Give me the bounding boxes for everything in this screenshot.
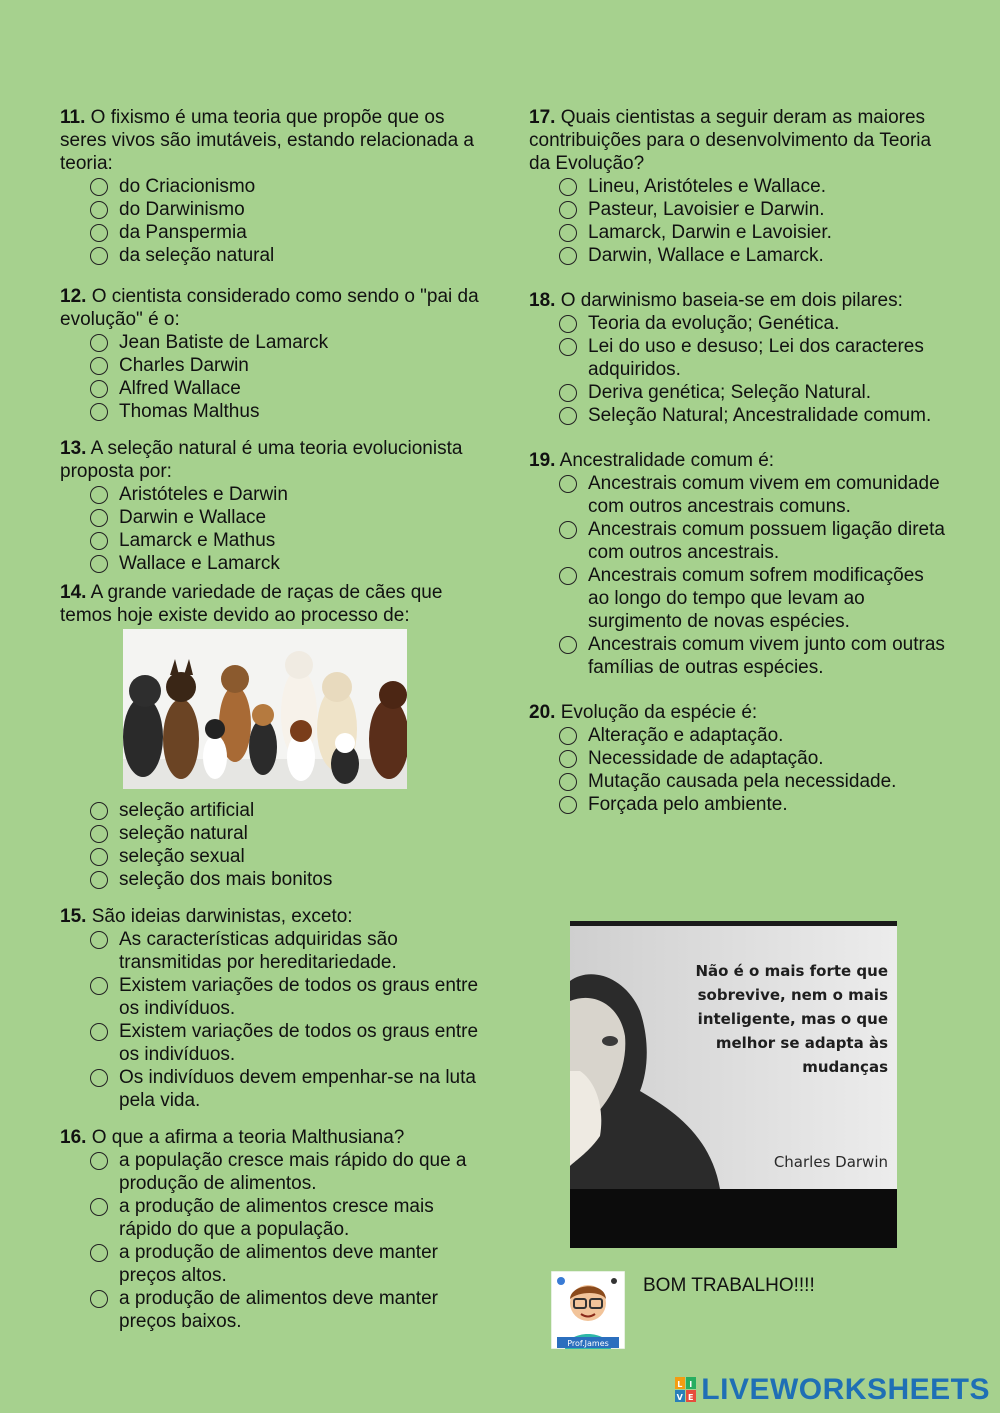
question-text: O cientista considerado como sendo o "pai da evolução" é o: [60, 286, 479, 330]
radio-button[interactable] [90, 178, 108, 196]
option[interactable]: Lamarck, Darwin e Lavoisier. [529, 221, 949, 244]
brand-text: LIVEWORKSHEETS [701, 1373, 990, 1406]
question-number: 19. [529, 450, 556, 471]
quote-line-1: Não é o mais forte que [695, 962, 888, 980]
question-number: 14. [60, 582, 87, 603]
option[interactable]: Deriva genética; Seleção Natural. [529, 381, 949, 404]
option[interactable]: seleção dos mais bonitos [60, 868, 490, 891]
radio-button[interactable] [90, 224, 108, 242]
option[interactable]: Teoria da evolução; Genética. [529, 312, 949, 335]
question-14 [60, 581, 490, 891]
question-number: 12. [60, 286, 87, 307]
quote-line-5: mudanças [802, 1058, 888, 1076]
question-15 [60, 905, 490, 1112]
option[interactable]: Aristóteles e Darwin [60, 483, 490, 506]
question-text: O que a afirma a teoria Malthusiana? [91, 1127, 405, 1148]
radio-button[interactable] [90, 380, 108, 398]
option[interactable]: Alfred Wallace [60, 377, 490, 400]
logo-letter: V [676, 1393, 684, 1402]
radio-button[interactable] [559, 727, 577, 745]
question-20 [529, 701, 949, 816]
option[interactable]: da Panspermia [60, 221, 490, 244]
question-text: A seleção natural é uma teoria evolucionista proposta por: [60, 438, 463, 482]
question-text: Evolução da espécie é: [560, 702, 758, 723]
option[interactable]: Darwin, Wallace e Lamarck. [529, 244, 949, 267]
option[interactable]: Jean Batiste de Lamarck [60, 331, 490, 354]
option[interactable]: Alteração e adaptação. [529, 724, 949, 747]
option[interactable]: Lamarck e Mathus [60, 529, 490, 552]
radio-button[interactable] [559, 773, 577, 791]
option[interactable]: Ancestrais comum vivem junto com outras famílias de outras espécies. [529, 633, 949, 679]
liveworksheets-brand[interactable] [675, 1373, 990, 1407]
question-number: 15. [60, 906, 87, 927]
radio-button[interactable] [559, 750, 577, 768]
radio-button[interactable] [90, 1290, 108, 1308]
radio-button[interactable] [90, 403, 108, 421]
radio-button[interactable] [559, 636, 577, 654]
question-number: 18. [529, 290, 556, 311]
option[interactable]: Pasteur, Lavoisier e Darwin. [529, 198, 949, 221]
quote-author: Charles Darwin [773, 1153, 888, 1171]
radio-button[interactable] [559, 178, 577, 196]
radio-button[interactable] [559, 338, 577, 356]
question-text: A grande variedade de raças de cães que temos hoje existe devido ao processo de: [60, 582, 443, 626]
option[interactable]: a população cresce mais rápido do que a produção de alimentos. [60, 1149, 490, 1195]
radio-button[interactable] [90, 802, 108, 820]
option[interactable]: a produção de alimentos deve manter preços baixos. [60, 1287, 490, 1333]
radio-button[interactable] [90, 532, 108, 550]
radio-button[interactable] [559, 407, 577, 425]
option[interactable]: Lineu, Aristóteles e Wallace. [529, 175, 949, 198]
radio-button[interactable] [90, 1023, 108, 1041]
radio-button[interactable] [559, 315, 577, 333]
radio-button[interactable] [90, 1152, 108, 1170]
radio-button[interactable] [90, 357, 108, 375]
option[interactable]: Forçada pelo ambiente. [529, 793, 949, 816]
teacher-avatar [551, 1271, 625, 1349]
left-column [60, 106, 490, 1347]
question-12 [60, 285, 490, 423]
radio-button[interactable] [559, 567, 577, 585]
radio-button[interactable] [90, 555, 108, 573]
option[interactable]: Seleção Natural; Ancestralidade comum. [529, 404, 949, 427]
question-18 [529, 289, 949, 427]
question-13 [60, 437, 490, 575]
option[interactable]: Ancestrais comum possuem ligação direta com outros ancestrais. [529, 518, 949, 564]
question-16 [60, 1126, 490, 1333]
radio-button[interactable] [90, 247, 108, 265]
radio-button[interactable] [90, 201, 108, 219]
option[interactable]: Darwin e Wallace [60, 506, 490, 529]
question-19 [529, 449, 949, 679]
option[interactable]: seleção sexual [60, 845, 490, 868]
radio-button[interactable] [559, 201, 577, 219]
option[interactable]: Existem variações de todos os graus entre os indivíduos. [60, 974, 490, 1020]
option[interactable]: Wallace e Lamarck [60, 552, 490, 575]
dogs-photo [123, 629, 407, 789]
radio-button[interactable] [90, 871, 108, 889]
option[interactable]: Necessidade de adaptação. [529, 747, 949, 770]
question-number: 11. [60, 107, 86, 128]
option[interactable]: As características adquiridas são transmitidas por hereditariedade. [60, 928, 490, 974]
question-text: Ancestralidade comum é: [559, 450, 775, 471]
option[interactable]: Mutação causada pela necessidade. [529, 770, 949, 793]
radio-button[interactable] [559, 796, 577, 814]
question-number: 20. [529, 702, 556, 723]
radio-button[interactable] [90, 931, 108, 949]
darwin-quote-image [570, 921, 897, 1248]
question-text: O fixismo é uma teoria que propõe que os seres vivos são imutáveis, estando relacionada a teoria: [60, 107, 475, 174]
avatar-label: Prof.James [567, 1339, 609, 1348]
radio-button[interactable] [90, 825, 108, 843]
option[interactable]: da seleção natural [60, 244, 490, 267]
option[interactable]: Ancestrais comum sofrem modificações ao longo do tempo que levam ao surgimento de novas espécies. [529, 564, 949, 633]
question-number: 17. [529, 107, 556, 128]
logo-letter: E [688, 1393, 695, 1402]
option[interactable]: do Criacionismo [60, 175, 490, 198]
option[interactable]: do Darwinismo [60, 198, 490, 221]
question-text: O darwinismo baseia-se em dois pilares: [560, 290, 903, 311]
radio-button[interactable] [90, 486, 108, 504]
logo-letter: I [689, 1380, 694, 1389]
quote-line-2: sobrevive, nem o mais [697, 986, 888, 1004]
radio-button[interactable] [90, 334, 108, 352]
option[interactable]: Ancestrais comum vivem em comunidade com outros ancestrais comuns. [529, 472, 949, 518]
radio-button[interactable] [90, 848, 108, 866]
option[interactable]: seleção artificial [60, 799, 490, 822]
option[interactable]: Existem variações de todos os graus entre os indivíduos. [60, 1020, 490, 1066]
radio-button[interactable] [90, 1198, 108, 1216]
radio-button[interactable] [559, 384, 577, 402]
liveworksheets-logo-icon [675, 1377, 697, 1403]
question-17 [529, 106, 949, 267]
logo-letter: L [677, 1380, 684, 1389]
quote-line-4: melhor se adapta às [715, 1034, 888, 1052]
radio-button[interactable] [90, 1244, 108, 1262]
radio-button[interactable] [90, 1069, 108, 1087]
radio-button[interactable] [90, 977, 108, 995]
radio-button[interactable] [559, 224, 577, 242]
radio-button[interactable] [559, 521, 577, 539]
radio-button[interactable] [559, 475, 577, 493]
option[interactable]: Os indivíduos devem empenhar-se na luta pela vida. [60, 1066, 490, 1112]
radio-button[interactable] [559, 247, 577, 265]
right-column [529, 106, 949, 830]
option[interactable]: Charles Darwin [60, 354, 490, 377]
question-number: 13. [60, 438, 87, 459]
option[interactable]: a produção de alimentos deve manter preços altos. [60, 1241, 490, 1287]
option[interactable]: Thomas Malthus [60, 400, 490, 423]
question-number: 16. [60, 1127, 87, 1148]
option[interactable]: Lei do uso e desuso; Lei dos caracteres adquiridos. [529, 335, 949, 381]
radio-button[interactable] [90, 509, 108, 527]
option[interactable]: seleção natural [60, 822, 490, 845]
question-text: São ideias darwinistas, exceto: [91, 906, 353, 927]
question-11 [60, 106, 490, 267]
question-text: Quais cientistas a seguir deram as maiores contribuições para o desenvolvimento da Teoria da Evolução? [529, 107, 932, 174]
quote-line-3: inteligente, mas o que [697, 1010, 888, 1028]
closing-message: BOM TRABALHO!!!! [643, 1275, 815, 1296]
option[interactable]: a produção de alimentos cresce mais rápido do que a população. [60, 1195, 490, 1241]
